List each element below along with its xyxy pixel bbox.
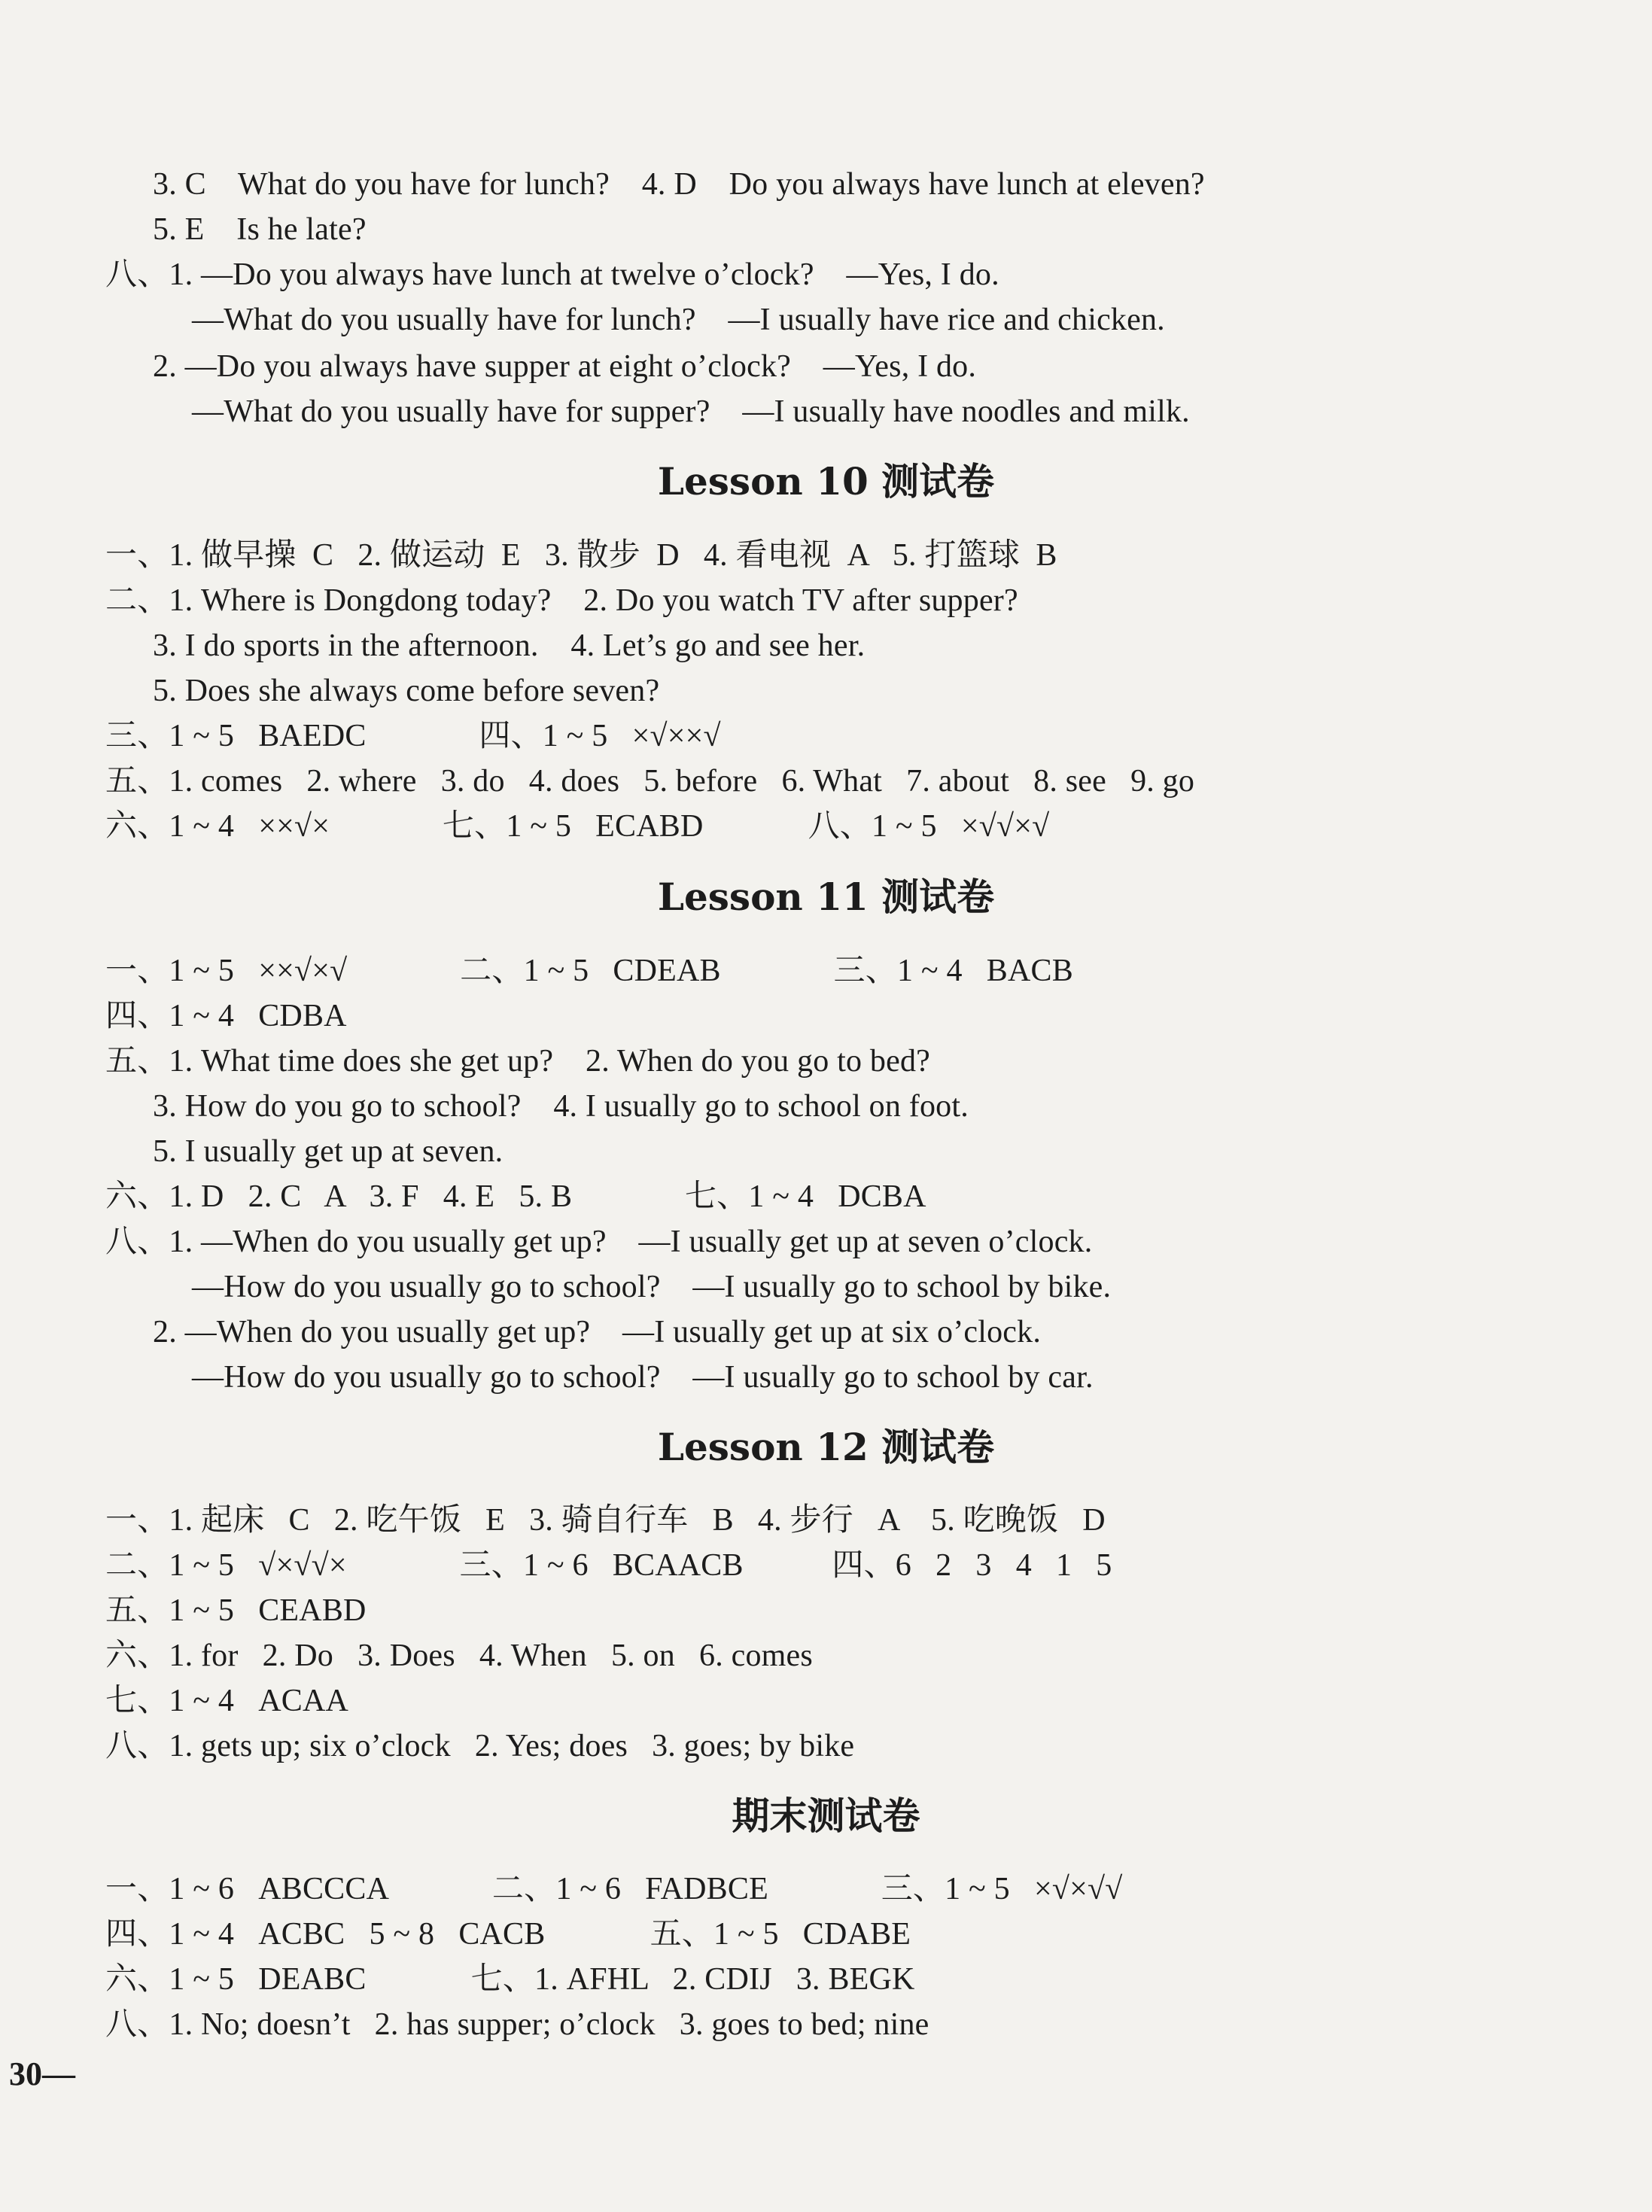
answer-line: 五、1. What time does she get up? 2. When do you go to bed?: [105, 1044, 931, 1079]
answer-line: 八、1. gets up; six o’clock 2. Yes; does 3. goes; by bike: [105, 1729, 855, 1763]
page-number: 30—: [9, 2055, 75, 2092]
answer-line: 八、1. No; doesn’t 2. has supper; o’clock 3. goes to bed; nine: [105, 2007, 929, 2042]
answer-line: 一、1 ~ 6 ABCCCA 二、1 ~ 6 FADBCE 三、1 ~ 5 ×√×√√: [105, 1872, 1123, 1906]
answer-line: —What do you usually have for lunch? —I usually have rice and chicken.: [192, 303, 1165, 337]
answer-line: 3. How do you go to school? 4. I usually go to school on foot.: [153, 1089, 969, 1124]
answer-line: 一、1. 做早操 C 2. 做运动 E 3. 散步 D 4. 看电视 A 5. 打篮球 B: [105, 538, 1057, 573]
answer-line: —How do you usually go to school? —I usually go to school by bike.: [192, 1270, 1112, 1304]
answer-line: —What do you usually have for supper? —I usually have noodles and milk.: [192, 394, 1190, 429]
answer-line: 2. —When do you usually get up? —I usually get up at six o’clock.: [153, 1315, 1042, 1349]
section-heading-final-exam: 期末测试卷: [732, 1794, 920, 1838]
answer-line: 四、1 ~ 4 CDBA: [105, 999, 347, 1033]
answer-line: 一、1. 起床 C 2. 吃午饭 E 3. 骑自行车 B 4. 步行 A 5. 吃晚饭 D: [105, 1503, 1106, 1538]
answer-line: 2. —Do you always have supper at eight o’clock? —Yes, I do.: [153, 349, 977, 384]
answer-line: 六、1. D 2. C A 3. F 4. E 5. B 七、1 ~ 4 DCBA: [105, 1179, 926, 1214]
answer-line: 5. Does she always come before seven?: [153, 674, 660, 708]
answer-line: 5. I usually get up at seven.: [153, 1134, 504, 1169]
section-heading-lesson-12: Lesson 12 测试卷: [657, 1425, 995, 1469]
answer-line: 二、1 ~ 5 √×√√× 三、1 ~ 6 BCAACB 四、6 2 3 4 1 5: [105, 1548, 1112, 1583]
section-heading-lesson-11: Lesson 11 测试卷: [657, 875, 995, 919]
answer-line: 3. C What do you have for lunch? 4. D Do you always have lunch at eleven?: [153, 167, 1205, 202]
answer-line: 五、1. comes 2. where 3. do 4. does 5. before 6. What 7. about 8. see 9. go: [105, 764, 1195, 799]
answer-line: —How do you usually go to school? —I usually go to school by car.: [192, 1360, 1094, 1395]
answer-line: 5. E Is he late?: [153, 212, 367, 247]
answer-line: 四、1 ~ 4 ACBC 5 ~ 8 CACB 五、1 ~ 5 CDABE: [105, 1917, 911, 1952]
answer-line: 二、1. Where is Dongdong today? 2. Do you watch TV after supper?: [105, 583, 1018, 618]
answer-line: 三、1 ~ 5 BAEDC 四、1 ~ 5 ×√××√: [105, 719, 721, 753]
answer-line: 八、1. —Do you always have lunch at twelve o’clock? —Yes, I do.: [105, 257, 999, 292]
answer-line: 六、1 ~ 4 ××√× 七、1 ~ 5 ECABD 八、1 ~ 5 ×√√×√: [105, 809, 1050, 844]
answer-line: 六、1 ~ 5 DEABC 七、1. AFHL 2. CDIJ 3. BEGK: [105, 1962, 915, 1997]
answer-line: 一、1 ~ 5 ××√×√ 二、1 ~ 5 CDEAB 三、1 ~ 4 BACB: [105, 954, 1073, 988]
answer-line: 五、1 ~ 5 CEABD: [105, 1593, 367, 1628]
answer-line: 八、1. —When do you usually get up? —I usually get up at seven o’clock.: [105, 1225, 1093, 1259]
answer-line: 六、1. for 2. Do 3. Does 4. When 5. on 6. comes: [105, 1638, 813, 1673]
section-heading-lesson-10: Lesson 10 测试卷: [657, 459, 995, 504]
answer-line: 七、1 ~ 4 ACAA: [105, 1684, 349, 1718]
answer-line: 3. I do sports in the afternoon. 4. Let’s go and see her.: [153, 628, 866, 663]
